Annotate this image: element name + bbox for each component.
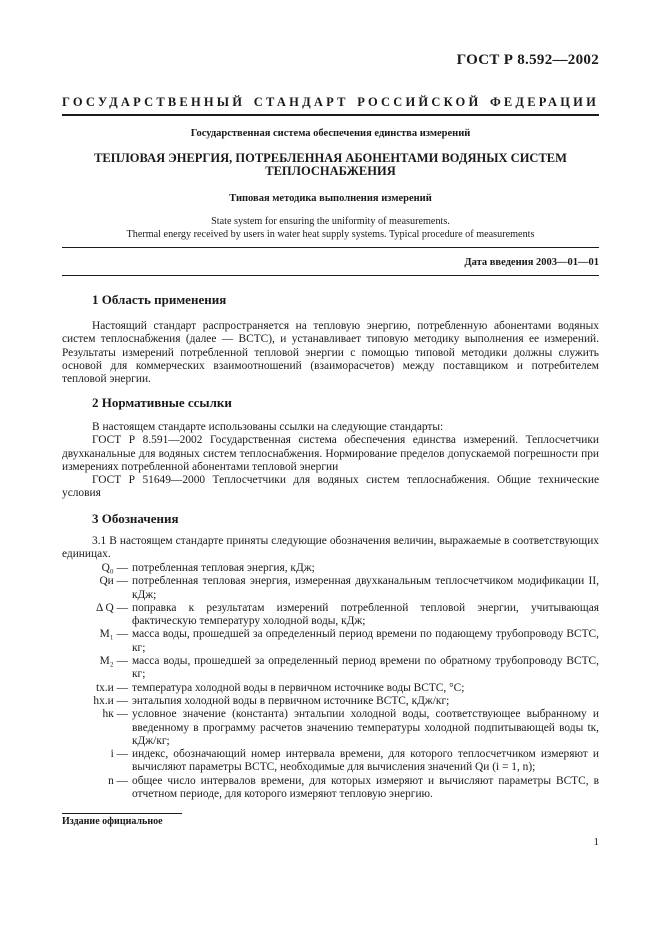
- symbol-term: hк —: [102, 708, 128, 721]
- symbol-term: Qи —: [99, 575, 128, 588]
- english-title-line: State system for ensuring the uniformity of measurements.: [211, 216, 450, 227]
- divider: [62, 275, 599, 276]
- symbol-row: [62, 575, 599, 602]
- official-edition-label: Издание официальное: [62, 816, 163, 827]
- symbol-definition: индекс, обозначающий номер интервала времени, для которого теплосчетчиком измеряют и вычисляют параметры ВСТС, необходимые для вычисления значений Qи (i = 1, n);: [132, 748, 599, 774]
- symbol-term: n —: [108, 774, 128, 787]
- section-heading: 1 Область применения: [92, 292, 227, 307]
- symbol-row: [62, 682, 599, 695]
- introduction-date: Дата введения 2003—01—01: [464, 257, 599, 268]
- section-body: [62, 320, 599, 386]
- symbol-definition: поправка к результатам измерений потребленной тепловой энергии, учитывающая фактическую температуру холодной воды, кДж;: [132, 601, 599, 628]
- divider: [62, 247, 599, 248]
- section-heading: 3 Обозначения: [92, 511, 179, 526]
- page-number: 1: [593, 836, 599, 848]
- symbol-term: M₁ —: [99, 628, 128, 641]
- symbol-term: tх.и —: [95, 681, 128, 694]
- document-title: ТЕПЛОВАЯ ЭНЕРГИЯ, ПОТРЕБЛЕННАЯ АБОНЕНТАМИ ВОДЯНЫХ СИСТЕМ ТЕПЛОСНАБЖЕНИЯ: [94, 151, 567, 178]
- symbol-definition: общее число интервалов времени, для которых измеряют и вычисляют параметры ВСТС, в отчетном периоде, для которого измеряют тепловую энергию.: [132, 774, 599, 801]
- paragraph: 3.1 В настоящем стандарте приняты следующие обозначения величин, выражаемые в соответствующих единицах.: [62, 535, 599, 561]
- symbol-row: [62, 655, 599, 682]
- section-heading: 2 Нормативные ссылки: [92, 395, 232, 410]
- section-body: [62, 421, 599, 501]
- section-body: [62, 535, 599, 562]
- english-title: [62, 215, 599, 241]
- paragraph: ГОСТ Р 8.591—2002 Государственная система обеспечения единства измерений. Теплосчетчики двухканальные для водяных систем теплоснабжения. Нормирование пределов допускаемой погрешности при измерениях потребленной абонентами тепловой энергии: [62, 434, 599, 473]
- symbol-definition: масса воды, прошедшей за определенный период времени по подающему трубопроводу ВСТС, кг;: [132, 628, 599, 654]
- symbol-definition: температура холодной воды в первичном источнике воды ВСТС, °С;: [132, 681, 465, 694]
- symbol-term: M₂ —: [99, 655, 128, 668]
- symbols-list: [62, 562, 599, 801]
- symbol-row: [62, 695, 599, 708]
- symbol-definition: потребленная тепловая энергия, измеренная двухканальным теплосчетчиком модификации II, кДж;: [132, 575, 599, 601]
- symbol-row: [62, 775, 599, 802]
- english-title-line: Thermal energy received by users in water heat supply systems. Typical procedure of measurements: [126, 229, 535, 240]
- symbol-row: [62, 628, 599, 655]
- symbol-definition: потребленная тепловая энергия, кДж;: [132, 562, 315, 574]
- symbol-term: Q₀ —: [101, 562, 128, 574]
- paragraph: Настоящий стандарт распространяется на тепловую энергию, потребленную абонентами водяных систем теплоснабжения (далее — ВСТС), и устанавливает типовую методику выполнения ее измерений. Результаты измерений потребленной тепловой энергии с помощью типовой методики должны служить основой для коммерческих взаимоотношений (взаиморасчетов) между поставщиком и потребителем тепловой энергии.: [62, 320, 599, 386]
- standard-heading: ГОСУДАРСТВЕННЫЙ СТАНДАРТ РОССИЙСКОЙ ФЕДЕРАЦИИ: [62, 95, 599, 109]
- paragraph: ГОСТ Р 51649—2000 Теплосчетчики для водяных систем теплоснабжения. Общие технические условия: [62, 474, 599, 500]
- divider: [62, 813, 182, 814]
- symbol-row: [62, 602, 599, 629]
- symbol-term: i —: [110, 748, 128, 761]
- symbol-definition: энтальпия холодной воды в первичном источнике ВСТС, кДж/кг;: [132, 694, 450, 707]
- paragraph: В настоящем стандарте использованы ссылки на следующие стандарты:: [92, 421, 444, 433]
- symbol-term: Δ Q —: [95, 601, 128, 614]
- symbol-term: hх.и —: [93, 694, 128, 707]
- symbol-row: [62, 748, 599, 775]
- symbol-definition: условное значение (константа) энтальпии холодной воды, соответствующее выбранному и введенному в программу расчетов значению температуры холодной подпитывающей воды tк, кДж/кг;: [132, 708, 599, 747]
- symbol-definition: масса воды, прошедшей за определенный период времени по обратному трубопроводу ВСТС, кг;: [132, 655, 599, 681]
- standard-code: ГОСТ Р 8.592—2002: [456, 52, 599, 68]
- symbol-row: [62, 562, 599, 575]
- system-title: Государственная система обеспечения единства измерений: [190, 128, 471, 139]
- divider: [62, 114, 599, 116]
- symbol-row: [62, 708, 599, 748]
- document-subtitle: Типовая методика выполнения измерений: [229, 193, 432, 204]
